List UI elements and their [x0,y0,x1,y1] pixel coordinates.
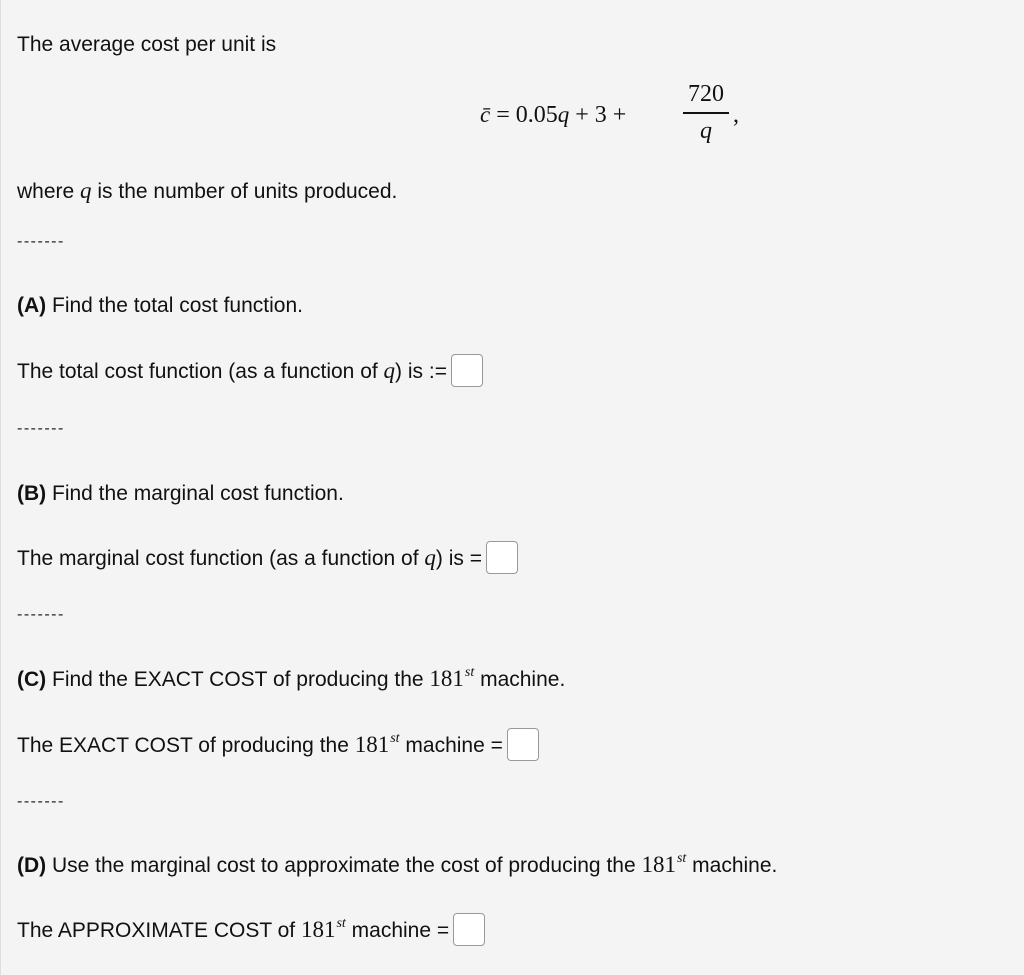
part-c-number: 181 [429,666,464,691]
intro-text: The average cost per unit is [17,33,277,56]
part-c-question-after: machine. [474,668,566,691]
formula-comma: , [733,102,739,128]
fraction-bar [683,112,729,114]
part-b-question-text: Find the marginal cost function. [46,482,344,505]
where-after: is the number of units produced. [91,180,398,203]
part-c-prompt-ordinal: st [390,731,400,747]
part-d-prompt [17,915,485,948]
approximate-cost-answer-input[interactable] [453,913,485,946]
part-d-label: (D) [17,854,47,877]
part-d-prompt-ordinal: st [336,916,346,932]
part-a-label: (A) [17,294,47,317]
cbar-symbol: c̄ [480,102,491,127]
part-d-number: 181 [641,852,676,877]
fraction-denominator: q [700,117,712,144]
exact-cost-answer-input[interactable] [507,728,539,761]
plus-constant: + 3 + [569,102,627,128]
left-border [0,0,1,975]
separator: ------- [17,233,65,250]
part-d-prompt-after: machine = [345,919,450,943]
where-text [17,178,397,205]
part-b-prompt-before: The marginal cost function (as a function of [17,547,425,571]
where-variable: q [80,178,92,203]
formula-left-side [480,102,626,129]
separator: ------- [17,420,65,437]
separator: ------- [17,606,65,623]
problem-content [17,0,1007,975]
part-a-variable: q [383,358,396,384]
part-c-question [17,666,565,693]
total-cost-answer-input[interactable] [451,354,483,387]
part-d-ordinal: st [676,851,687,866]
part-b-question [17,481,344,507]
part-c-prompt-after: machine = [399,734,503,758]
part-a-question-text: Find the total cost function. [46,294,303,317]
part-b-prompt [17,543,518,576]
part-d-question-after: machine. [686,854,778,877]
fraction [683,78,729,146]
part-a-prompt-before: The total cost function (as a function of [17,360,384,384]
part-c-question-before: Find the EXACT COST of producing the [46,668,430,691]
part-d-question-before: Use the marginal cost to approximate the cost of producing the [46,854,642,877]
part-c-prompt-before: The EXACT COST of producing the [17,734,355,758]
part-c-prompt [17,730,539,763]
separator: ------- [17,793,65,810]
part-c-prompt-number: 181 [354,732,390,758]
equals-sign: = [490,102,516,128]
part-d-question [17,852,777,879]
part-c-ordinal: st [464,665,475,680]
part-b-variable: q [424,545,436,571]
part-b-label: (B) [17,482,47,505]
coefficient: 0.05 [515,102,558,128]
part-a-prompt [17,356,483,389]
part-a-question [17,293,303,319]
part-a-prompt-after: ) is := [395,360,447,384]
part-d-prompt-before: The APPROXIMATE COST of [17,919,301,943]
where-before: where [17,180,81,203]
marginal-cost-answer-input[interactable] [486,541,518,574]
fraction-numerator: 720 [688,81,724,107]
variable-q: q [557,102,570,127]
part-b-prompt-after: ) is = [435,547,482,571]
part-c-label: (C) [17,668,47,691]
part-d-prompt-number: 181 [300,917,336,943]
